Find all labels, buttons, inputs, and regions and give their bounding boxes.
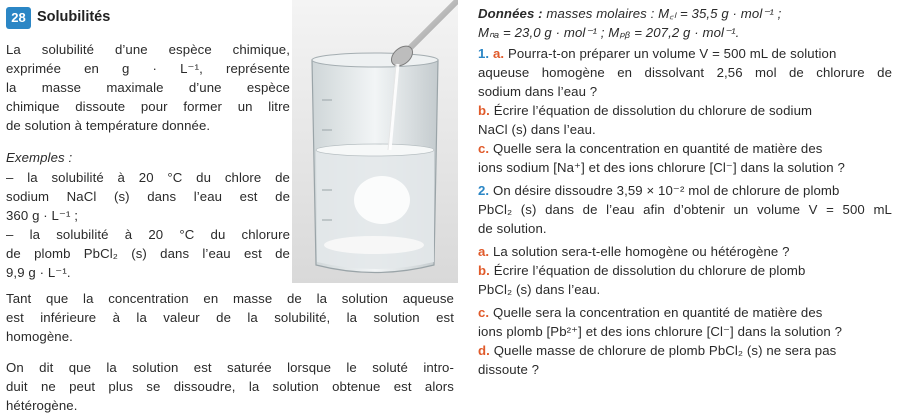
intro-line-5: de solution à température donnée.: [6, 118, 211, 133]
q2c-letter: c.: [478, 305, 490, 320]
q1c-line-2: ions sodium [Na⁺] et des ions chlorure [Cl⁻] dans la solution ?: [478, 160, 845, 175]
example-line-2: sodium NaCl (s) dans l’eau est de: [6, 189, 290, 204]
q2d-letter: d.: [478, 343, 490, 358]
data-masses-1: masses molaires : M꜀ₗ = 35,5 g · mol⁻¹ ;: [546, 6, 782, 21]
q2a-text: La solution sera-t-elle homogène ou hétérogène ?: [492, 244, 790, 259]
paragraph1-line-3: homogène.: [6, 329, 73, 344]
q1a-line-2: aqueuse homogène en dissolvant 2,56 mol de chlorure de: [478, 65, 892, 80]
q2b-line-2: PbCl₂ (s) dans l’eau.: [478, 282, 601, 297]
q2-text-1: On désire dissoudre 3,59 × 10⁻² mol de chlorure de plomb: [492, 183, 840, 198]
intro-line-2: exprimée en g · L⁻¹, représente: [6, 61, 290, 76]
q1c-line-1: [478, 140, 823, 157]
q2-line-2: PbCl₂ (s) dans de l’eau afin d’obtenir un volume V = 500 mL: [478, 202, 892, 217]
q1b-letter: b.: [478, 103, 490, 118]
q2b-line-1: [478, 262, 805, 279]
example-line-6: 9,9 g · L⁻¹.: [6, 265, 71, 280]
paragraph2-line-2: duit ne peut plus se dissoudre, la solution obtenue est alors: [6, 379, 454, 394]
example-line-1: – la solubilité à 20 °C du chlore de: [6, 170, 290, 185]
q2b-letter: b.: [478, 263, 490, 278]
q2c-line-1: [478, 304, 823, 321]
q2a-letter: a.: [478, 244, 490, 259]
q2c-line-2: ions plomb [Pb²⁺] et des ions chlorure [Cl⁻] dans la solution ?: [478, 324, 843, 339]
paragraph2-line-1: On dit que la solution est saturée lorsque le soluté intro-: [6, 360, 454, 375]
q1a-line-3: sodium dans l’eau ?: [478, 84, 598, 99]
q1a-line-1: [478, 45, 836, 62]
q1a-text-1: Pourra-t-on préparer un volume V = 500 mL de solution: [507, 46, 837, 61]
q2-number: 2.: [478, 183, 490, 198]
q2d-line-1: [478, 342, 836, 359]
q2d-text-1: Quelle masse de chlorure de plomb PbCl₂ (s) ne sera pas: [493, 343, 837, 358]
example-line-3: 360 g · L⁻¹ ;: [6, 208, 79, 223]
q2a-line: [478, 243, 790, 260]
data-line-1: [478, 5, 781, 22]
q2-line-3: de solution.: [478, 221, 547, 236]
beaker-photo: [292, 0, 458, 283]
example-line-4: – la solubilité à 20 °C du chlorure: [6, 227, 290, 242]
q1c-text-1: Quelle sera la concentration en quantité de matière des: [492, 141, 823, 156]
intro-line-4: chimique dissoute pour former un litre: [6, 99, 290, 114]
q2c-text-1: Quelle sera la concentration en quantité de matière des: [492, 305, 823, 320]
data-masses-2: Mₙₐ = 23,0 g · mol⁻¹ ; Mₚᵦ = 207,2 g · mol⁻¹.: [478, 25, 740, 40]
paragraph1-line-2: est inférieure à la valeur de la solubilité, la solution est: [6, 310, 454, 325]
q2d-line-2: dissoute ?: [478, 362, 540, 377]
q2b-text-1: Écrire l’équation de dissolution du chlorure de plomb: [493, 263, 806, 278]
data-label: Données :: [478, 6, 543, 21]
example-line-5: de plomb PbCl₂ (s) dans l’eau est de: [6, 246, 290, 261]
q2-line-1: [478, 182, 839, 199]
q1b-text-1: Écrire l’équation de dissolution du chlorure de sodium: [493, 103, 813, 118]
q1a-letter: a.: [492, 46, 505, 61]
intro-line-3: la masse maximale d’une espèce: [6, 80, 290, 95]
q1c-letter: c.: [478, 141, 490, 156]
q1-number: 1.: [478, 46, 490, 61]
intro-line-1: La solubilité d’une espèce chimique,: [6, 42, 290, 57]
paragraph2-line-3: hétérogène.: [6, 398, 78, 413]
exercise-title: Solubilités: [37, 9, 111, 25]
examples-label: Exemples :: [6, 150, 73, 165]
paragraph1-line-1: Tant que la concentration en masse de la solution aqueuse: [6, 291, 454, 306]
exercise-number-badge: 28: [6, 7, 31, 29]
q1b-line-2: NaCl (s) dans l’eau.: [478, 122, 596, 137]
q1b-line-1: [478, 102, 812, 119]
